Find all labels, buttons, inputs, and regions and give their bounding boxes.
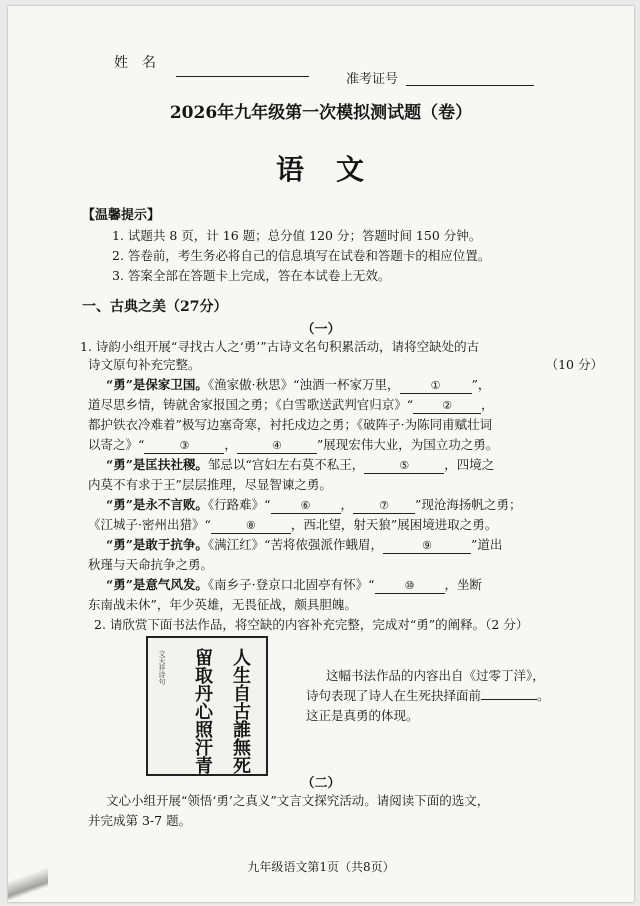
section-heading: 一、古典之美（27分） bbox=[82, 299, 228, 315]
exam-no-underline bbox=[406, 85, 534, 86]
name-label: 姓 名 bbox=[114, 55, 156, 71]
q2-desc: 这幅书法作品的内容出自《过零丁洋》， 诗句表现了诗人在生死抉择面前 。 这正是真勇的体现。 bbox=[306, 668, 550, 723]
part2-intro-line1: 文心小组开展“领悟‘勇’之真义”文言文探究活动。请阅读下面的选文， bbox=[106, 793, 490, 808]
q1-para5-line2: 东南战未休”，年少英雄，无畏征战，颇具胆魄。 bbox=[88, 597, 357, 612]
q1-para2-line1: “勇”是匡扶社稷。邹忌以“宫妇左右莫不私王， ⑤ ，四境之 bbox=[106, 457, 495, 472]
part1-label: （一） bbox=[301, 322, 341, 337]
q1-para1-line1: “勇”是保家卫国。《渔家傲·秋思》“浊酒一杯家万里， ① ”， bbox=[106, 377, 491, 392]
blank-1[interactable]: ① bbox=[400, 378, 472, 394]
q1-para2-line2: 内莫不有求于王”层层推理，尽显智谏之勇。 bbox=[88, 477, 332, 492]
q2-answer-blank[interactable] bbox=[481, 699, 537, 700]
exam-no-label: 准考证号 bbox=[346, 72, 399, 87]
blank-7[interactable]: ⑦ bbox=[353, 498, 415, 514]
blank-6[interactable]: ⑥ bbox=[271, 498, 341, 514]
q1-score: （10 分） bbox=[545, 357, 603, 372]
tips-list bbox=[112, 226, 490, 286]
blank-4[interactable]: ④ bbox=[237, 438, 317, 454]
tip-item: 3. 答案全部在答题卡上完成，答在本试卷上无效。 bbox=[112, 268, 391, 283]
tips-heading: 【温馨提示】 bbox=[82, 208, 161, 223]
blank-10[interactable]: ⑩ bbox=[375, 578, 445, 594]
part2-intro-line2: 并完成第 3-7 题。 bbox=[88, 813, 192, 828]
exam-title: 2026年九年级第一次模拟测试题（卷） bbox=[169, 103, 473, 123]
q2-stem: 2. 请欣赏下面书法作品，将空缺的内容补充完整，完成对“勇”的阐释。（2 分） bbox=[94, 617, 529, 632]
blank-8[interactable]: ⑧ bbox=[211, 518, 291, 534]
q1-para3-line2: 《江城子·密州出猎》“ ⑧ ，西北望，射天狼”展困境进取之勇。 bbox=[88, 517, 498, 532]
tip-item: 1. 试题共 8 页，计 16 题；总分值 120 分；答题时间 150 分钟。 bbox=[112, 228, 482, 243]
q1-para1-line3: 都护铁衣冷难着”极写边塞奇寒，衬托戍边之勇；《破阵子·为陈同甫赋壮词 bbox=[88, 417, 493, 432]
q1-para5-line1: “勇”是意气风发。《南乡子·登京口北固亭有怀》“ ⑩ ，坐断 bbox=[106, 577, 483, 592]
calligraphy-artwork bbox=[146, 636, 268, 776]
scan-shadow bbox=[8, 866, 48, 902]
blank-3[interactable]: ③ bbox=[144, 438, 224, 454]
page-footer: 九年级语文第1页（共8页） bbox=[247, 860, 395, 874]
q1-stem-line1: 1. 诗韵小组开展“寻找古人之‘勇’”古诗文名句积累活动，请将空缺处的古 bbox=[80, 339, 480, 354]
q1-para1-line2: 道尽思乡情，铸就舍家报国之勇；《白雪歌送武判官归京》“ ② ， bbox=[88, 397, 494, 412]
blank-9[interactable]: ⑨ bbox=[383, 538, 471, 554]
calligraphy-inscription: 文天祥诗句 bbox=[158, 650, 166, 685]
q1-stem-line2: 诗文原句补充完整。 （10 分） bbox=[88, 357, 603, 372]
tip-item: 2. 答卷前，考生务必将自己的信息填写在试卷和答题卡的相应位置。 bbox=[112, 248, 491, 263]
q1-para4-line1: “勇”是敢于抗争。《满江红》“苦将侬强派作蛾眉， ⑨ ”道出 bbox=[106, 537, 503, 552]
calligraphy-col-left: 留取丹心照汗青 bbox=[192, 648, 213, 774]
q1-para3-line1: “勇”是永不言败。《行路难》“ ⑥ ， ⑦ ”现沧海扬帆之勇； bbox=[106, 497, 522, 512]
name-underline bbox=[176, 76, 309, 77]
exam-page bbox=[8, 6, 634, 902]
blank-5[interactable]: ⑤ bbox=[364, 458, 444, 474]
q1-para4-line2: 秋瑾与天命抗争之勇。 bbox=[88, 557, 214, 572]
part2-label: （二） bbox=[301, 776, 341, 791]
q1-para1-line4: 以寄之》“ ③ ， ④ ”展现宏伟大业，为国立功之勇。 bbox=[88, 437, 499, 452]
blank-2[interactable]: ② bbox=[413, 398, 481, 414]
subject-title: 语 文 bbox=[275, 153, 366, 186]
calligraphy-col-right: 人生自古誰無死 bbox=[230, 648, 251, 774]
